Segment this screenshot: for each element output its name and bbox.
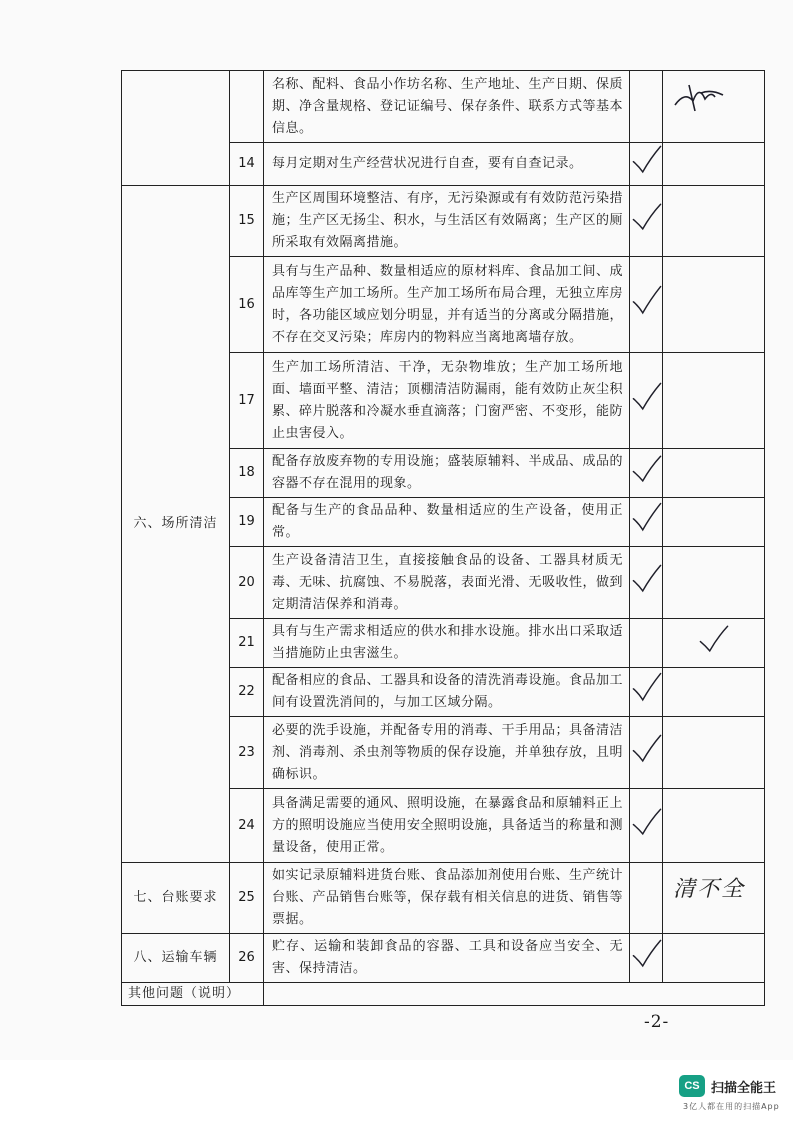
check-mark-icon [630, 671, 664, 705]
check-mark-icon [630, 805, 664, 839]
logo-name: 扫描全能王 [711, 1080, 777, 1096]
check-cell [630, 71, 663, 143]
remark-cell [663, 186, 765, 257]
item-requirement: 生产区周围环境整洁、有序，无污染源或有有效防范污染措施；生产区无扬尘、积水，与生活区有效隔离；生产区的厕所采取有效隔离措施。 [264, 186, 630, 257]
remark-cell [663, 789, 765, 863]
table-row [122, 71, 765, 143]
check-mark-icon [630, 732, 664, 766]
item-number: 16 [230, 257, 264, 353]
page-number: -2- [644, 1012, 670, 1032]
other-problems-value [264, 983, 765, 1006]
check-cell [630, 863, 663, 934]
section-cell-continued [122, 71, 230, 186]
item-number: 20 [230, 547, 264, 619]
check-cell [630, 186, 663, 257]
check-mark-icon [630, 284, 664, 318]
check-cell [630, 789, 663, 863]
check-mark-icon [630, 143, 664, 177]
item-requirement: 配备相应的食品、工器具和设备的清洗消毒设施。食品加工间有设置洗消间的，与加工区域分隔。 [264, 668, 630, 717]
remark-cell [663, 257, 765, 353]
item-number: 18 [230, 449, 264, 498]
check-cell [630, 934, 663, 983]
check-cell [630, 449, 663, 498]
item-number: 21 [230, 619, 264, 668]
check-cell [630, 143, 663, 186]
other-problems-row [122, 983, 765, 1006]
check-mark-icon [697, 622, 731, 656]
section-title: 八、运输车辆 [122, 934, 230, 983]
item-requirement: 具有与生产品种、数量相适应的原材料库、食品加工间、成品库等生产加工场所。生产加工场所布局合理，无独立库房时，各功能区域应划分明显，并有适当的分离或分隔措施，不存在交叉污染；库房内的物料应当离地离墙存放。 [264, 257, 630, 353]
item-number: 23 [230, 717, 264, 789]
item-requirement: 配备与生产的食品品种、数量相适应的生产设备，使用正常。 [264, 498, 630, 547]
item-number: 19 [230, 498, 264, 547]
handwritten-note: 清不全 [673, 877, 746, 902]
section-title: 六、场所清洁 [122, 186, 230, 863]
other-problems-label: 其他问题（说明） [122, 983, 264, 1006]
scanner-logo [679, 1075, 776, 1097]
check-cell [630, 547, 663, 619]
remark-cell [663, 668, 765, 717]
check-mark-icon [630, 937, 664, 971]
item-number: 26 [230, 934, 264, 983]
item-number: 17 [230, 353, 264, 449]
check-cell [630, 668, 663, 717]
check-cell [630, 353, 663, 449]
remark-cell [663, 71, 765, 143]
check-mark-icon [630, 380, 664, 414]
item-requirement: 具有与生产需求相适应的供水和排水设施。排水出口采取适当措施防止虫害滋生。 [264, 619, 630, 668]
section-title: 七、台账要求 [122, 863, 230, 934]
remark-cell [663, 619, 765, 668]
item-requirement: 必要的洗手设施，并配备专用的消毒、干手用品；具备清洁剂、消毒剂、杀虫剂等物质的保存设施，并单独存放，且明确标识。 [264, 717, 630, 789]
table-row [122, 934, 765, 983]
remark-cell [663, 547, 765, 619]
table-row [122, 863, 765, 934]
item-number: 24 [230, 789, 264, 863]
check-cell [630, 257, 663, 353]
item-number [230, 71, 264, 143]
check-cell [630, 498, 663, 547]
item-requirement: 具备满足需要的通风、照明设施，在暴露食品和原辅料正上方的照明设施应当使用安全照明设施，具备适当的称量和测量设备，使用正常。 [264, 789, 630, 863]
table-row [122, 186, 765, 257]
item-number: 25 [230, 863, 264, 934]
remark-cell [663, 934, 765, 983]
item-number: 15 [230, 186, 264, 257]
handwritten-scribble-icon [671, 75, 731, 115]
check-cell [630, 717, 663, 789]
check-mark-icon [630, 562, 664, 596]
remark-cell [663, 717, 765, 789]
item-requirement: 生产加工场所清洁、干净，无杂物堆放；生产加工场所地面、墙面平整、清洁；顶棚清洁防漏雨，能有效防止灰尘积累、碎片脱落和冷凝水垂直滴落；门窗严密、不变形，能防止虫害侵入。 [264, 353, 630, 449]
check-mark-icon [630, 501, 664, 535]
cs-logo-icon: CS [679, 1075, 705, 1097]
item-number: 22 [230, 668, 264, 717]
item-requirement: 生产设备清洁卫生，直接接触食品的设备、工器具材质无毒、无味、抗腐蚀、不易脱落，表面光滑、无吸收性，做到定期清洁保养和消毒。 [264, 547, 630, 619]
check-mark-icon [630, 200, 664, 234]
check-cell [630, 619, 663, 668]
item-requirement: 名称、配料、食品小作坊名称、生产地址、生产日期、保质期、净含量规格、登记证编号、保存条件、联系方式等基本信息。 [264, 71, 630, 143]
remark-cell [663, 863, 765, 934]
item-requirement: 如实记录原辅料进货台账、食品添加剂使用台账、生产统计台账、产品销售台账等，保存载有相关信息的进货、销售等票据。 [264, 863, 630, 934]
item-number: 14 [230, 143, 264, 186]
remark-cell [663, 449, 765, 498]
logo-tagline: 3亿人都在用的扫描App [683, 1102, 780, 1111]
remark-cell [663, 353, 765, 449]
item-requirement: 贮存、运输和装卸食品的容器、工具和设备应当安全、无害、保持清洁。 [264, 934, 630, 983]
remark-cell [663, 143, 765, 186]
item-requirement: 每月定期对生产经营状况进行自查，要有自查记录。 [264, 143, 630, 186]
item-requirement: 配备存放废弃物的专用设施；盛装原辅料、半成品、成品的容器不存在混用的现象。 [264, 449, 630, 498]
remark-cell [663, 498, 765, 547]
check-mark-icon [630, 452, 664, 486]
inspection-table [121, 70, 765, 1006]
